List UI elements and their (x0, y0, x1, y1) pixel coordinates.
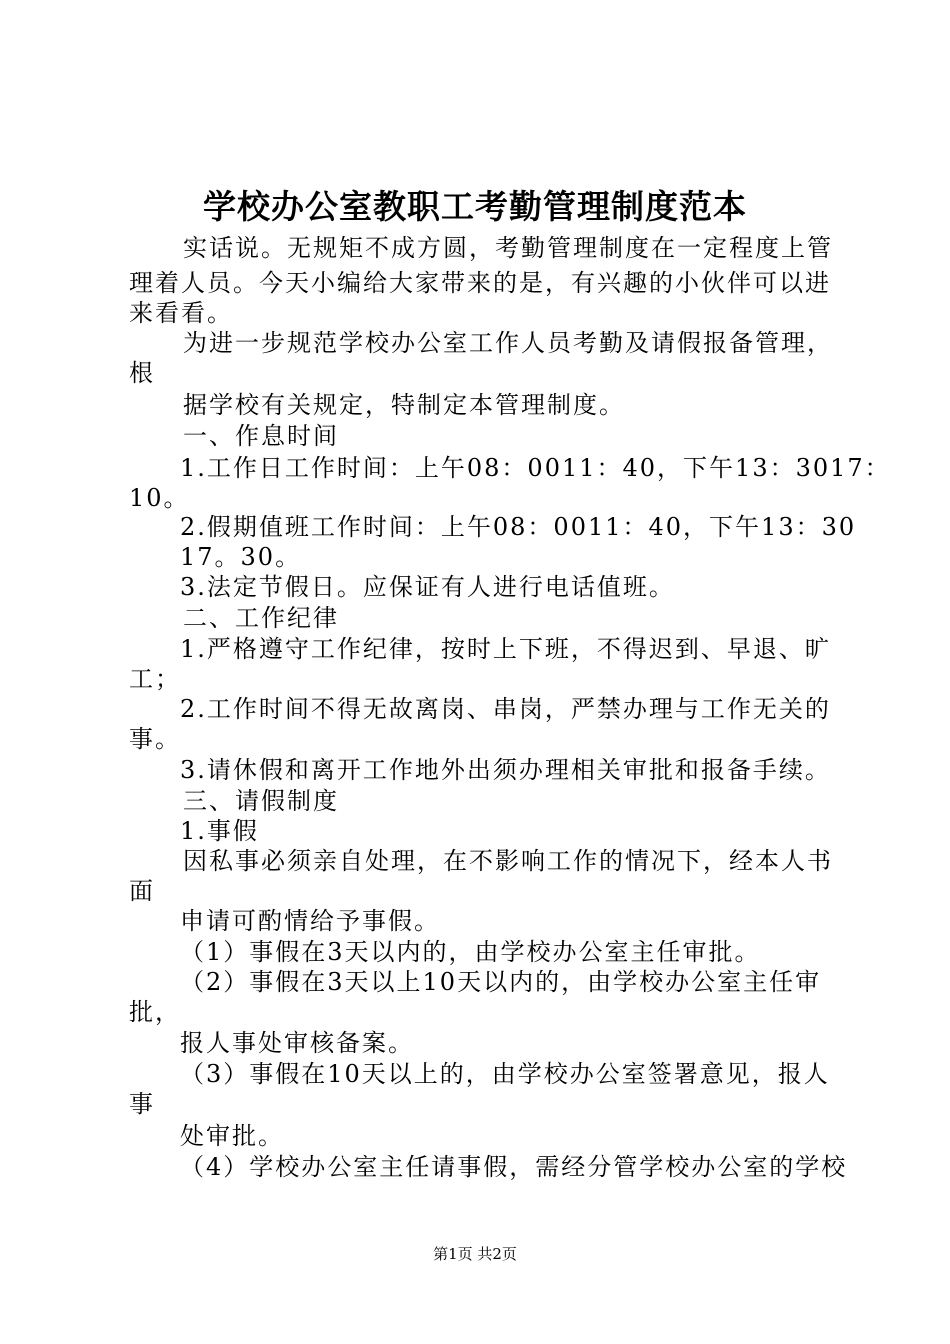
body-line: 因私事必须亲自处理，在不影响工作的情况下，经本人书 (183, 847, 833, 875)
body-line: 报人事处审核备案。 (180, 1029, 414, 1057)
body-line: 1.严格遵守工作纪律，按时上下班，不得迟到、早退、旷 (180, 635, 831, 663)
body-line: 批， (129, 998, 181, 1026)
document-title: 学校办公室教职工考勤管理制度范本 (203, 187, 747, 226)
body-line: 工； (129, 665, 181, 693)
body-line: 2.工作时间不得无故离岗、串岗，严禁办理与工作无关的 (180, 695, 831, 723)
body-line: 2.假期值班工作时间：上午08：0011：40，下午13：30 (180, 513, 857, 541)
body-line: 理着人员。今天小编给大家带来的是，有兴趣的小伙伴可以进 (129, 269, 831, 297)
body-line: 1.事假 (180, 817, 259, 845)
section-heading: 三、请假制度 (183, 787, 339, 815)
body-line: 据学校有关规定，特制定本管理制度。 (183, 391, 625, 419)
body-line: （2）事假在3天以上10天以内的，由学校办公室主任审 (180, 968, 822, 996)
body-line: 申请可酌情给予事假。 (180, 907, 440, 935)
body-line: 1.工作日工作时间：上午08：0011：40，下午13：3017： (180, 454, 891, 482)
body-line: 事。 (129, 725, 181, 753)
body-line: 3.请休假和离开工作地外出须办理相关审批和报备手续。 (180, 756, 831, 784)
body-line: 3.法定节假日。应保证有人进行电话值班。 (180, 573, 675, 601)
body-line: 为进一步规范学校办公室工作人员考勤及请假报备管理， (183, 329, 833, 357)
body-line: （4）学校办公室主任请事假，需经分管学校办公室的学校 (180, 1153, 848, 1181)
body-line: 17。30。 (180, 543, 302, 571)
body-line: （1）事假在3天以内的，由学校办公室主任审批。 (180, 938, 761, 966)
page-footer: 第1页 共2页 (433, 1245, 517, 1263)
body-line: 面 (129, 877, 155, 905)
section-heading: 一、作息时间 (183, 422, 339, 450)
body-line: 事 (129, 1090, 155, 1118)
body-line: 实话说。无规矩不成方圆，考勤管理制度在一定程度上管 (183, 234, 833, 262)
body-line: （3）事假在10天以上的，由学校办公室签署意见，报人 (180, 1060, 830, 1088)
body-line: 处审批。 (180, 1122, 284, 1150)
section-heading: 二、工作纪律 (183, 604, 339, 632)
body-line: 根 (129, 359, 155, 387)
body-line: 来看看。 (129, 299, 233, 327)
body-line: 10。 (129, 484, 190, 512)
